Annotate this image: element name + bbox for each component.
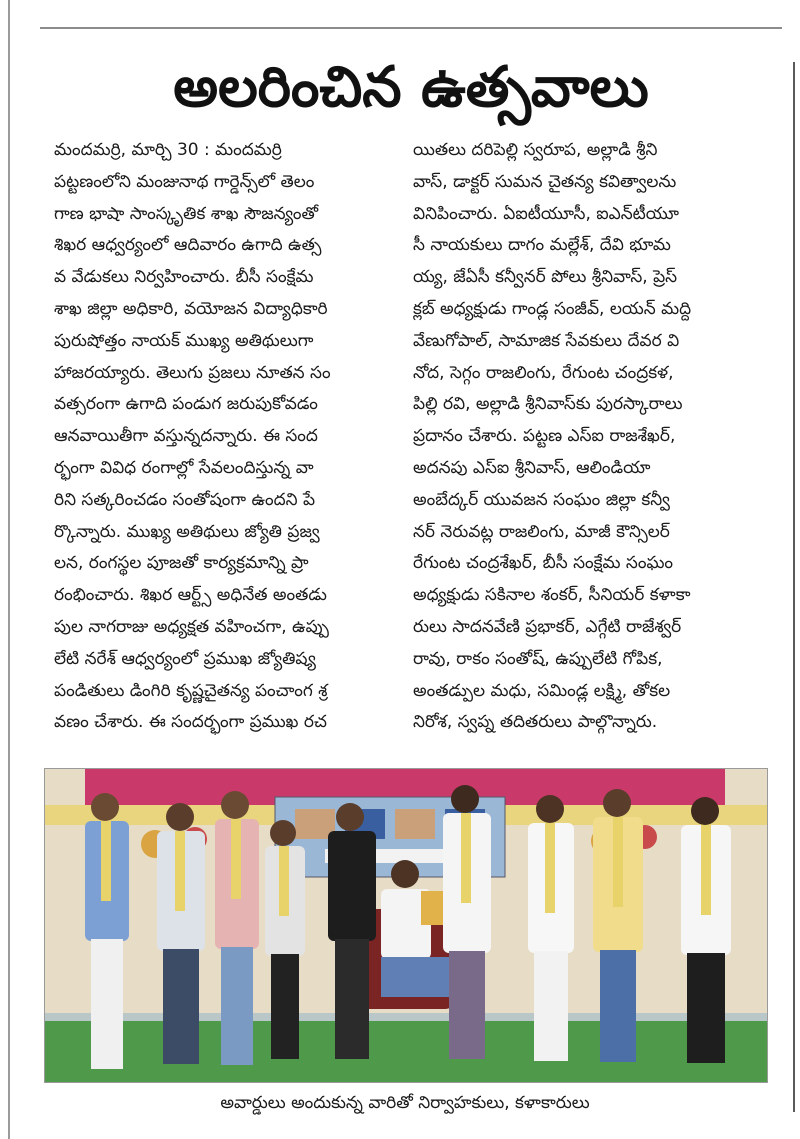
photo-caption: అవార్డులు అందుకున్న వారితో నిర్వాహకులు, కళాకారులు [220, 1093, 590, 1113]
article-line: హాజరయ్యారు. తెలుగు ప్రజలు నూతన సం [54, 362, 331, 383]
article-line: రావు, రాకం సంతోష్, ఉప్పులేటి గోపిక, [413, 648, 663, 669]
article-line: క్లబ్ అధ్యక్షుడు గాండ్ల సంజీవ్, లయన్ మద్ది [413, 298, 692, 319]
article-line: రేగుంట చంద్రశేఖర్, బీసీ సంక్షేమ సంఘం [413, 553, 674, 574]
article-line: పురుషోత్తం నాయక్ ముఖ్య అతిథులుగా [54, 330, 314, 351]
article-line: మందమర్రి, మార్చి 30 : మందమర్రి [54, 140, 282, 160]
right-column-rule [793, 62, 795, 1112]
article-line: ఆనవాయితీగా వస్తున్నదన్నారు. ఈ సంద [54, 426, 318, 447]
article-line: యితలు దరిపెల్లి స్వరూప, అల్లాడి శ్రీని [413, 140, 658, 160]
article-line: శాఖ జిల్లా అధికారి, వయోజన విద్యాధికారి [54, 298, 328, 319]
article-line: అంబేద్కర్ యువజన సంఘం జిల్లా కన్వీ [413, 489, 670, 510]
article-line: య్య, జేఏసీ కన్వీనర్ పోలు శ్రీనివాస్, ప్రెస్ [413, 267, 678, 288]
article-line: ర్భంగా వివిధ రంగాల్లో సేవలందిస్తున్న వా [54, 457, 314, 478]
article-line: రంభించారు. శిఖర ఆర్ట్స్ అధినేత అంతడు [54, 585, 327, 606]
article-line: వాస్, డాక్టర్ సుమన చైతన్య కవిత్వాలను [413, 171, 677, 192]
article-line: అదనపు ఎస్ఐ శ్రీనివాస్, ఆలిండియా [413, 457, 651, 478]
article-line: పిల్లి రవి, అల్లాడి శ్రీనివాస్‌కు పురస్కారాలు [413, 394, 683, 415]
article-line: వేణుగోపాల్, సామాజిక సేవకులు దేవర వి [413, 330, 680, 351]
cropped-previous-text-strip [0, 0, 800, 14]
article-line: సీ నాయకులు దాగం మల్లేశ్, దేవి భూమ [413, 235, 671, 256]
top-column-rule [40, 27, 782, 29]
article-line: లేటి నరేశ్ ఆధ్వర్యంలో ప్రముఖ జ్యోతిష్య [54, 648, 316, 669]
article-line: అధ్యక్షుడు సకినాల శంకర్, సీనియర్ కళాకా [413, 585, 691, 606]
article-line: లన, రంగస్థల పూజతో కార్యక్రమాన్ని ప్రా [54, 553, 309, 574]
article-line: అంతడ్పుల మధు, సమిండ్ల లక్ష్మి, తోకల [413, 680, 671, 701]
article-line: నోద, సెగ్గం రాజలింగు, రేగుంట చంద్రకళ, [413, 362, 674, 383]
article-line: రిని సత్కరించడం సంతోషంగా ఉందని పే [54, 489, 316, 510]
page-left-rule [8, 0, 10, 1139]
article-line: ప్రదానం చేశారు. పట్టణ ఎస్ఐ రాజశేఖర్, [413, 426, 676, 447]
article-headline: అలరించిన ఉత్సవాలు [173, 55, 649, 120]
article-line: పుల నాగరాజు అధ్యక్షత వహించగా, ఉప్పు [54, 616, 329, 637]
article-line: వత్సరంగా ఉగాది పండుగ జరుపుకోవడం [54, 394, 318, 415]
article-line: పట్టణంలోని మంజునాథ గార్డెన్స్‌లో తెలం [54, 171, 315, 192]
event-photo [44, 768, 768, 1083]
article-line: నర్ నెరువట్ల రాజలింగు, మాజీ కౌన్సిలర్ [413, 521, 670, 542]
article-line: వ వేడుకలు నిర్వహించారు. బీసీ సంక్షేమ [54, 267, 314, 288]
article-line: వినిపించారు. ఏఐటీయూసీ, ఐఎన్‌టీయూ [413, 203, 679, 224]
event-photo-illustration [45, 769, 767, 1082]
article-line: రులు సాదనవేణి ప్రభాకర్, ఎగ్గేటి రాజేశ్వర్ [413, 616, 682, 637]
article-line: పండితులు డింగిరి కృష్ణచైతన్య పంచాంగ శ్ర [54, 680, 328, 701]
article-column-right [413, 135, 763, 739]
article-line: గాణ భాషా సాంస్కృతిక శాఖ సౌజన్యంతో [54, 203, 319, 224]
article-line: ర్కొన్నారు. ముఖ్య అతిథులు జ్యోతి ప్రజ్వ [54, 521, 320, 542]
article-line: వణం చేశారు. ఈ సందర్భంగా ప్రముఖ రచ [54, 712, 327, 733]
article-column-left [54, 135, 404, 739]
article-line: నిరోశ, స్వప్న తదితరులు పాల్గొన్నారు. [413, 712, 658, 733]
article-line: శిఖర ఆధ్వర్యంలో ఆదివారం ఉగాది ఉత్స [54, 235, 322, 256]
